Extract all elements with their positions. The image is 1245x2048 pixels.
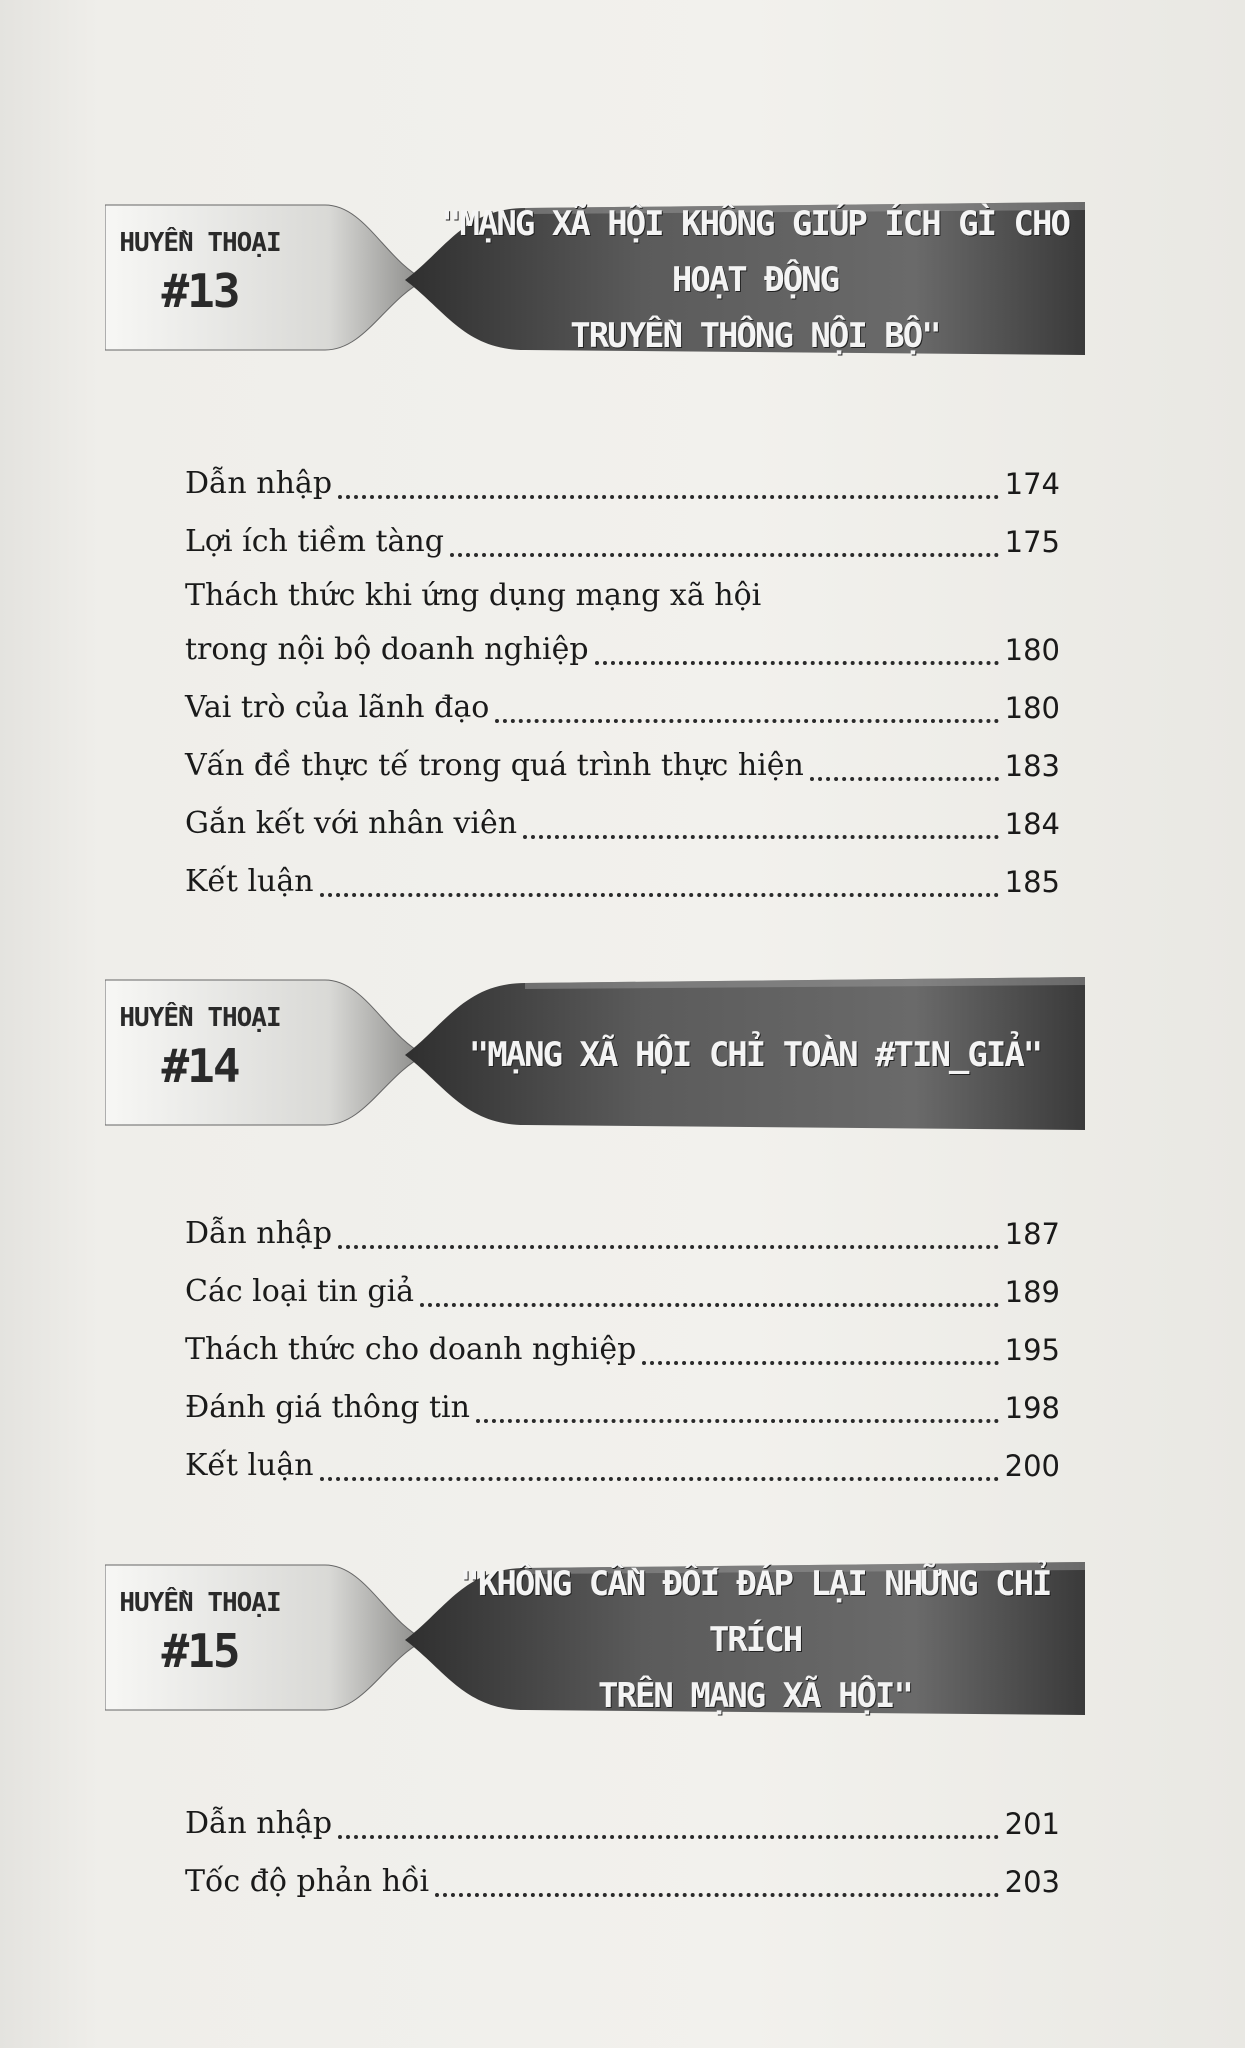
myth-title-line1: "MẠNG XÃ HỘI KHÔNG GIÚP ÍCH GÌ CHO HOẠT ĐỘNG [441,204,1069,300]
dot-leader [320,1476,999,1481]
myth-14-toc [185,1205,1060,1495]
myth-title-line2: TRUYỀN THÔNG NỘI BỘ" [570,316,940,356]
entry-title-line1: Thách thức khi ứng dụng mạng xã hội [185,578,762,613]
toc-entry[interactable] [185,1853,1060,1911]
entry-page: 198 [1004,1391,1060,1425]
myth-title-line2: TRÊN MẠNG XÃ HỘI" [598,1676,912,1716]
myth-title [435,200,1075,360]
myth-15-banner [105,1560,1085,1720]
dot-leader [476,1418,999,1423]
toc-entry[interactable] [185,1437,1060,1495]
entry-title: Vấn đề thực tế trong quá trình thực hiện [185,748,804,783]
entry-title: Lợi ích tiềm tàng [185,524,444,559]
toc-entry[interactable] [185,1379,1060,1437]
toc-entry[interactable] [185,1321,1060,1379]
toc-entry[interactable] [185,1263,1060,1321]
entry-title: Thách thức cho doanh nghiệp [185,1332,637,1367]
toc-entry[interactable] [185,455,1060,513]
dot-leader [642,1360,998,1365]
dot-leader [495,718,998,723]
myth-15-toc [185,1795,1060,1911]
entry-page: 183 [1004,749,1060,783]
entry-title: Dẫn nhập [185,1806,333,1841]
entry-title: Dẫn nhập [185,1216,333,1251]
entry-page: 180 [1004,691,1060,725]
entry-title: Dẫn nhập [185,466,333,501]
entry-title: Kết luận [185,1448,314,1483]
myth-title [435,975,1075,1135]
entry-title: Vai trò của lãnh đạo [185,690,490,725]
toc-entry[interactable] [185,1795,1060,1853]
dot-leader [338,1244,999,1249]
dot-leader [320,892,999,897]
myth-13-banner [105,200,1085,360]
entry-title: Kết luận [185,864,314,899]
myth-14-banner [105,975,1085,1135]
myth-label: HUYỀN THOẠI [119,1003,281,1033]
entry-title: Tốc độ phản hồi [185,1864,430,1899]
dot-leader [810,776,999,781]
dot-leader [595,660,999,665]
entry-page: 180 [1004,633,1060,667]
dot-leader [435,1892,999,1897]
myth-title [435,1560,1075,1720]
dot-leader [450,552,999,557]
entry-page: 185 [1004,865,1060,899]
entry-page: 175 [1004,525,1060,559]
entry-title: trong nội bộ doanh nghiệp [185,632,589,667]
entry-page: 195 [1004,1333,1060,1367]
myth-number: #13 [161,264,239,318]
dot-leader [523,834,999,839]
toc-entry[interactable] [185,679,1060,737]
dot-leader [338,1834,999,1839]
myth-number: #14 [161,1039,239,1093]
toc-entry[interactable] [185,571,1060,679]
entry-page: 174 [1004,467,1060,501]
myth-13-toc [185,455,1060,911]
entry-page: 189 [1004,1275,1060,1309]
entry-page: 184 [1004,807,1060,841]
myth-title-line1: "KHÔNG CẦN ĐỐI ĐÁP LẠI NHỮNG CHỈ TRÍCH [459,1564,1051,1660]
entry-page: 187 [1004,1217,1060,1251]
myth-label: HUYỀN THOẠI [119,228,281,258]
toc-entry[interactable] [185,1205,1060,1263]
entry-title: Gắn kết với nhân viên [185,806,518,841]
toc-entry[interactable] [185,853,1060,911]
toc-entry[interactable] [185,513,1060,571]
entry-page: 203 [1004,1865,1060,1899]
entry-title: Các loại tin giả [185,1274,415,1309]
myth-number: #15 [161,1624,239,1678]
toc-entry[interactable] [185,737,1060,795]
entry-title: Đánh giá thông tin [185,1390,470,1425]
dot-leader [420,1302,999,1307]
entry-page: 200 [1004,1449,1060,1483]
entry-page: 201 [1004,1807,1060,1841]
toc-entry[interactable] [185,795,1060,853]
dot-leader [338,494,999,499]
myth-title-line1: "MẠNG XÃ HỘI CHỈ TOÀN #TIN_GIẢ" [468,1035,1042,1075]
myth-label: HUYỀN THOẠI [119,1588,281,1618]
